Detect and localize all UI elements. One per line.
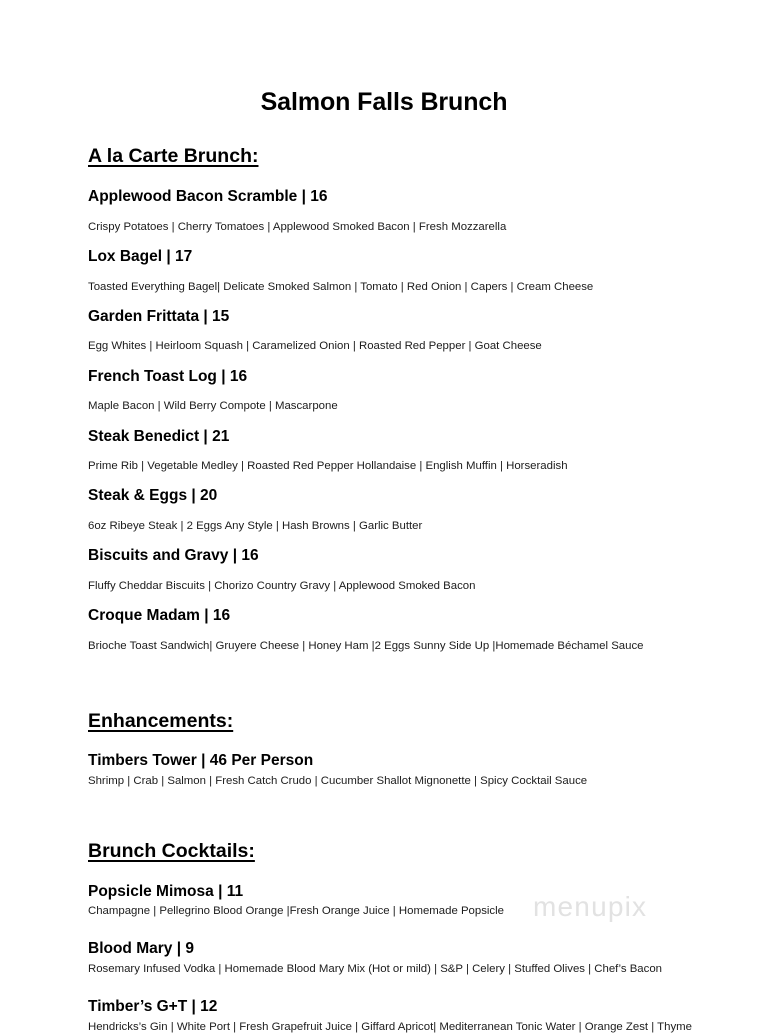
menu-item-description: Rosemary Infused Vodka | Homemade Blood Mary Mix (Hot or mild) | S&P | Celery | Stuffed Olives | Chef’s Bacon — [88, 962, 663, 975]
menu-item-description: Toasted Everything Bagel| Delicate Smoked Salmon | Tomato | Red Onion | Capers | Cream Cheese — [88, 280, 594, 293]
page-title: Salmon Falls Brunch — [260, 88, 508, 116]
menu-item — [88, 188, 698, 234]
menu-item — [88, 368, 698, 414]
menu-item-name: Biscuits and Gravy | 16 — [88, 547, 259, 565]
menupix-watermark: menupix — [533, 891, 648, 922]
menu-item-name: Steak & Eggs | 20 — [88, 487, 218, 505]
section-heading-text: A la Carte Brunch: — [88, 144, 259, 167]
menu-item-description: Hendricks’s Gin | White Port | Fresh Grapefruit Juice | Giffard Apricot| Mediterranean Tonic Water | Orange Zest | Thyme — [88, 1020, 692, 1033]
menu-item-description: Fluffy Cheddar Biscuits | Chorizo Country Gravy | Applewood Smoked Bacon — [88, 579, 476, 592]
section-heading-text: Enhancements: — [88, 709, 234, 732]
menu-item-name: Applewood Bacon Scramble | 16 — [88, 188, 328, 206]
menu-item-name: Steak Benedict | 21 — [88, 427, 230, 445]
section-heading-text: Brunch Cocktails: — [88, 840, 255, 863]
menu-item-name: Timbers Tower | 46 Per Person — [88, 752, 314, 770]
menu-item-description: Shrimp | Crab | Salmon | Fresh Catch Crudo | Cucumber Shallot Mignonette | Spicy Cocktail Sauce — [88, 774, 588, 787]
menu-item — [88, 428, 698, 474]
menu-item — [88, 547, 698, 593]
menu-item — [88, 308, 698, 354]
menu-item-description: Prime Rib | Vegetable Medley | Roasted Red Pepper Hollandaise | English Muffin | Horseradish — [88, 460, 568, 473]
menu-item-description: Champagne | Pellegrino Blood Orange |Fresh Orange Juice | Homemade Popsicle — [88, 905, 504, 918]
menu-item-list-a-la-carte-brunch — [88, 188, 698, 653]
menu-item — [88, 248, 698, 294]
menu-item — [88, 607, 698, 653]
menu-item-name: Croque Madam | 16 — [88, 607, 231, 625]
menu-item-description: Egg Whites | Heirloom Squash | Caramelized Onion | Roasted Red Pepper | Goat Cheese — [88, 340, 542, 353]
menu-item-name: Timber’s G+T | 12 — [88, 998, 218, 1016]
menu-item-description: 6oz Ribeye Steak | 2 Eggs Any Style | Hash Browns | Garlic Butter — [88, 519, 423, 532]
menu-item — [88, 487, 698, 533]
section-heading-enhancements — [88, 710, 698, 733]
menu-item-description: Brioche Toast Sandwich| Gruyere Cheese | Honey Ham |2 Eggs Sunny Side Up |Homemade Béchamel Sauce — [88, 639, 644, 652]
section-heading-brunch-cocktails — [88, 840, 698, 863]
menu-item-list-enhancements — [88, 752, 698, 788]
section-heading-a-la-carte-brunch — [88, 145, 698, 168]
menu-item — [88, 940, 698, 976]
menu-item-description: Crispy Potatoes | Cherry Tomatoes | Applewood Smoked Bacon | Fresh Mozzarella — [88, 220, 507, 233]
menu-item — [88, 998, 698, 1034]
menu-item — [88, 752, 698, 788]
menu-item-name: Blood Mary | 9 — [88, 940, 194, 958]
menu-item-description: Maple Bacon | Wild Berry Compote | Mascarpone — [88, 400, 338, 413]
menu-item-name: Lox Bagel | 17 — [88, 247, 193, 265]
menu-item-name: French Toast Log | 16 — [88, 367, 248, 385]
menu-item-name: Garden Frittata | 15 — [88, 307, 230, 325]
menu-item-name: Popsicle Mimosa | 11 — [88, 882, 244, 900]
